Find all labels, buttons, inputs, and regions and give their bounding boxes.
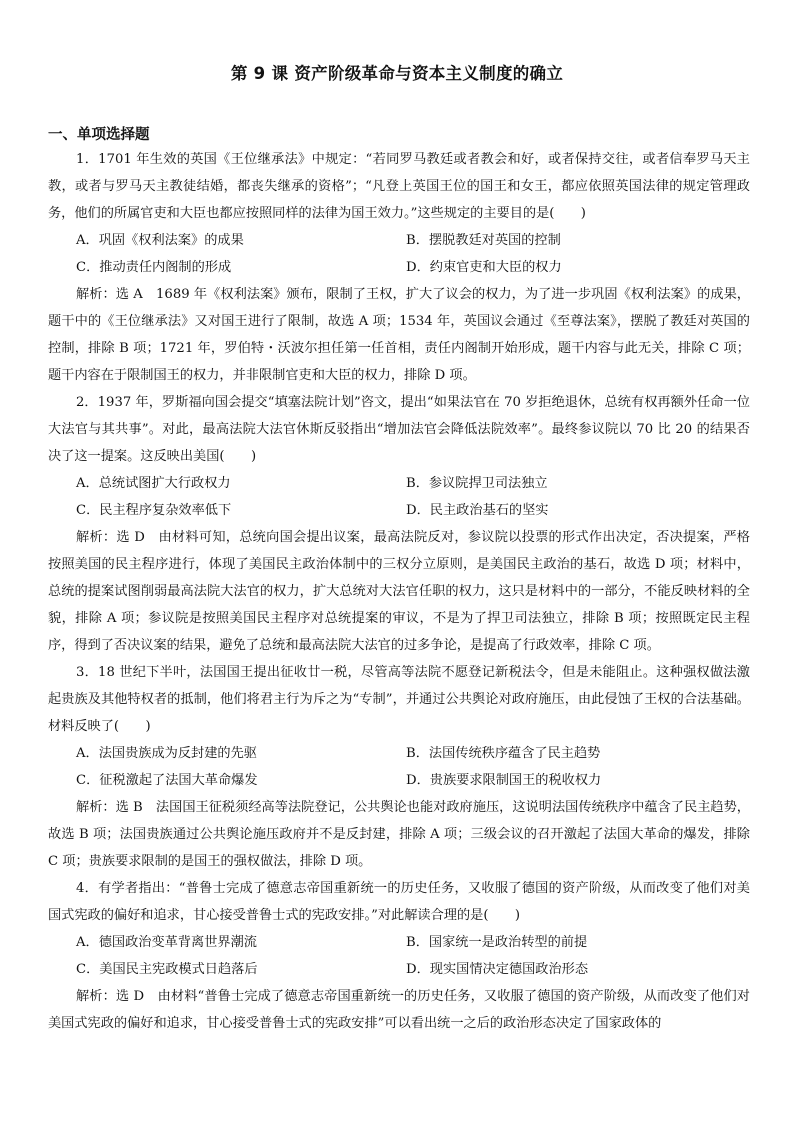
question-stem: 1．1701 年生效的英国《王位继承法》中规定：“若同罗马教廷或者教会和好，或者保持交往，或者信奉罗马天主教，或者与罗马天主教徒结婚，都丧失继承的资格”；“凡登上英国王位的国王和女王，都应依照英国法律的规定管理政务，他们的所属官吏和大臣也都应按照同样的法律为国王效力。”这些规定的主要目的是( ) [48, 152, 750, 221]
answer-options [48, 227, 750, 281]
option-b: B．国家统一是政治转型的前提 [406, 935, 588, 950]
option-c: C．推动责任内阁制的形成 [76, 260, 232, 275]
option-c: C．美国民主宪政模式日趋落后 [76, 962, 258, 977]
option-a: A．德国政治变革背离世界潮流 [76, 935, 257, 950]
question-4 [48, 875, 750, 1037]
question-stem: 2．1937 年，罗斯福向国会提交“填塞法院计划”咨文，提出“如果法官在 70 岁拒绝退休，总统有权再额外任命一位大法官与其共事”。对此，最高法院大法官休斯反驳指出“增加法官会降低法院效率”。最终参议院以 70 比 20 的结果否决了这一提案。这反映出美国( ) [48, 395, 750, 464]
option-d: D．民主政治基石的坚实 [406, 503, 549, 518]
answer-options [48, 470, 750, 524]
answer-options [48, 740, 750, 794]
question-stem: 3．18 世纪下半叶，法国国王提出征收廿一税，尽管高等法院不愿登记新税法令，但是未能阻止。这种强权做法激起贵族及其他特权者的抵制，他们将君主行为斥之为“专制”，并通过公共舆论对政府施压，由此侵蚀了王权的合法基础。材料反映了( ) [48, 665, 750, 734]
answer-analysis: 解析：选 D 由材料“普鲁士完成了德意志帝国重新统一的历史任务，又收服了德国的资产阶级，从而改变了他们对美国式宪政的偏好和追求，甘心接受普鲁士式的宪政安排”可以看出统一之后的政治形态决定了国家政体的 [48, 989, 750, 1031]
option-a: A．总统试图扩大行政权力 [76, 476, 231, 491]
answer-analysis: 解析：选 D 由材料可知，总统向国会提出议案，最高法院反对，参议院以投票的形式作出决定，否决提案，严格按照美国的民主程序进行，体现了美国民主政治体制中的三权分立原则，是美国民主政治的基石，故选 D 项；材料中，总统的提案试图削弱最高法院大法官的权力，扩大总统对大法官任职的权力，这只是材料中的一部分，不能反映材料的全貌，排除 A 项；参议院是按照美国民主程序对总统提案的审议，不是为了捍卫司法独立，排除 B 项；按照既定民主程序，得到了否决议案的结果，避免了总统和最高法院大法官的过多争论，是提高了行政效率，排除 C 项。 [48, 530, 750, 653]
section-heading: 一、单项选择题 [48, 127, 150, 143]
option-d: D．现实国情决定德国政治形态 [406, 962, 589, 977]
option-b: B．摆脱教廷对英国的控制 [406, 233, 561, 248]
answer-analysis: 解析：选 A 1689 年《权利法案》颁布，限制了王权，扩大了议会的权力，为了进一步巩固《权利法案》的成果，题干中的《王位继承法》又对国王进行了限制，故选 A 项；1534 年，英国议会通过《至尊法案》，摆脱了教廷对英国的控制，排除 B 项；1721 年，罗伯特・沃波尔担任第一任首相，责任内阁制开始形成，题干内容与此无关，排除 C 项；题干内容在于限制国王的权力，并非限制官吏和大臣的权力，排除 D 项。 [48, 287, 750, 383]
question-2 [48, 389, 750, 659]
option-d: D．贵族要求限制国王的税收权力 [406, 773, 602, 788]
option-a: A．巩固《权利法案》的成果 [76, 233, 244, 248]
option-d: D．约束官吏和大臣的权力 [406, 260, 562, 275]
option-c: C．民主程序复杂效率低下 [76, 503, 232, 518]
option-b: B．法国传统秩序蕴含了民主趋势 [406, 746, 601, 761]
answer-analysis: 解析：选 B 法国国王征税须经高等法院登记，公共舆论也能对政府施压，这说明法国传统秩序中蕴含了民主趋势，故选 B 项；法国贵族通过公共舆论施压政府并不是反封建，排除 A 项；三级会议的召开激起了法国大革命的爆发，排除 C 项；贵族要求限制的是国王的强权做法，排除 D 项。 [48, 800, 750, 869]
question-3 [48, 659, 750, 875]
option-c: C．征税激起了法国大革命爆发 [76, 773, 258, 788]
answer-options [48, 929, 750, 983]
document-title: 第 9 课 资产阶级革命与资本主义制度的确立 [230, 64, 564, 83]
question-1 [48, 146, 750, 389]
option-b: B．参议院捍卫司法独立 [406, 476, 548, 491]
question-list [48, 146, 750, 1037]
option-a: A．法国贵族成为反封建的先驱 [76, 746, 257, 761]
question-stem: 4．有学者指出：“普鲁士完成了德意志帝国重新统一的历史任务，又收服了德国的资产阶级，从而改变了他们对美国式宪政的偏好和追求，甘心接受普鲁士式的宪政安排。”对此解读合理的是( ) [48, 881, 750, 923]
